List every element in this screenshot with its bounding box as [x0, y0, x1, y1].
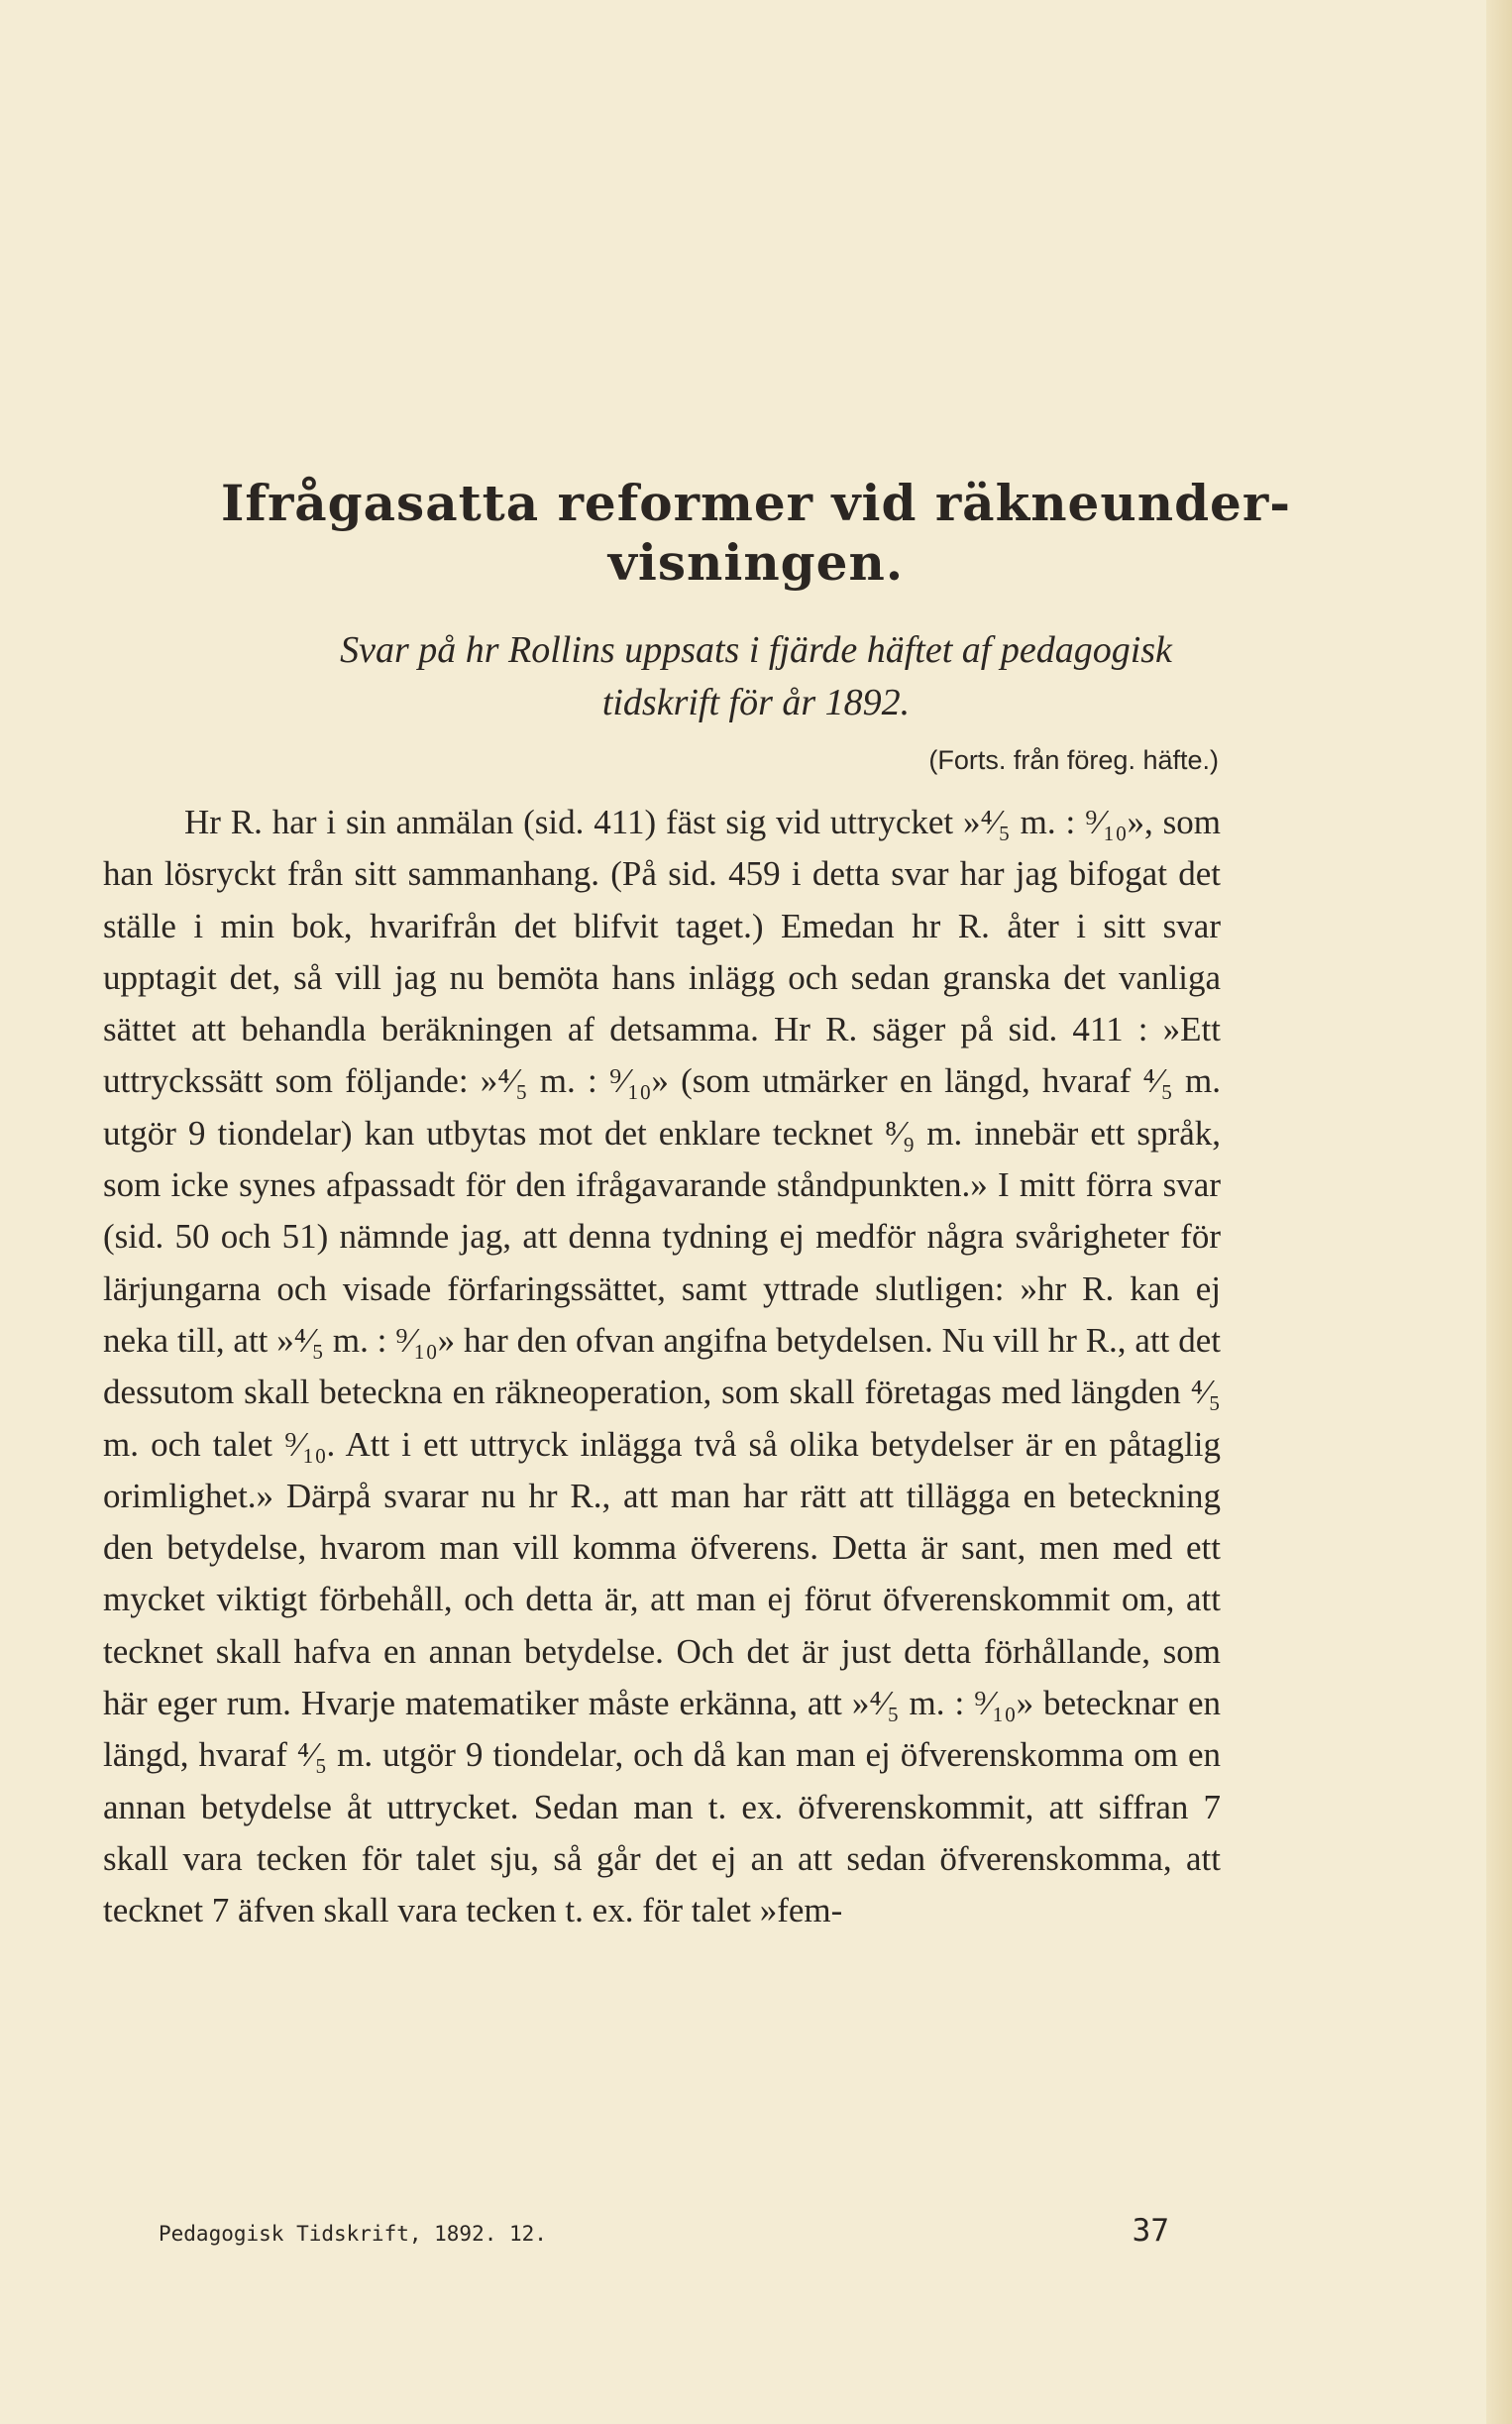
- article-subtitle-line-1: Svar på hr Rollins uppsats i fjärde häftet af pedagogisk: [340, 629, 1172, 671]
- article-body: Hr R. har i sin anmälan (sid. 411) fäst sig vid uttrycket »⁴⁄₅ m. : ⁹⁄₁₀», som han lösryckt från sitt sammanhang. (På sid. 459 i detta svar har jag bifogat det ställe i min bok, hvarifrån det blifvit taget.) Emedan hr R. åter i sitt svar upptagit det, så vill jag nu bemöta hans inlägg och sedan granska det vanliga sättet att behandla beräkningen af detsamma. Hr R. säger på sid. 411 : »Ett uttryckssätt som följande: »⁴⁄₅ m. : ⁹⁄₁₀» (som utmärker en längd, hvaraf ⁴⁄₅ m. utgör 9 tiondelar) kan utbytas mot det enklare tecknet ⁸⁄₉ m. innebär ett språk, som icke synes afpassadt för den ifrågavarande ståndpunkten.» I mitt förra svar (sid. 50 och 51) nämnde jag, att denna tydning ej medför några svårigheter för lärjungarna och visade förfaringssättet, samt yttrade slutligen: »hr R. kan ej neka till, att »⁴⁄₅ m. : ⁹⁄₁₀» har den ofvan angifna betydelsen. Nu vill hr R., att det dessutom skall beteckna en räkneoperation, som skall företagas med längden ⁴⁄₅ m. och talet ⁹⁄₁₀. Att i ett uttryck inlägga två så olika betydelser är en påtaglig orimlighet.» Därpå svarar nu hr R., att man har rätt att tillägga en beteckning den betydelse, hvarom man vill komma öfverens. Detta är sant, men med ett mycket viktigt förbehåll, och detta är, att man ej förut öfverenskommit om, att tecknet skall hafva en annan betydelse. Och det är just detta förhållande, som här eger rum. Hvarje matematiker måste erkänna, att »⁴⁄₅ m. : ⁹⁄₁₀» betecknar en längd, hvaraf ⁴⁄₅ m. utgör 9 tiondelar, och då kan man ej öfverenskomma om en annan betydelse åt uttrycket. Sedan man t. ex. öfverenskommit, att siffran 7 skall vara tecken för talet sju, så går det ej an att sedan öfverenskomma, att tecknet 7 äfven skall vara tecken t. ex. för talet »fem-: [103, 803, 1221, 1930]
- article-subtitle-line-2: tidskrift för år 1892.: [601, 682, 911, 723]
- page-number: 37: [1132, 2213, 1169, 2249]
- continuation-note: (Forts. från föreg. häfte.): [928, 745, 1219, 775]
- article-title-line-2: visningen.: [607, 533, 905, 592]
- journal-reference: Pedagogisk Tidskrift, 1892. 12.: [159, 2222, 547, 2246]
- page-footer: [159, 2213, 1169, 2249]
- page-edge: [1486, 0, 1512, 2424]
- article-title-line-1: Ifrågasatta reformer vid räkneunder-: [221, 474, 1291, 532]
